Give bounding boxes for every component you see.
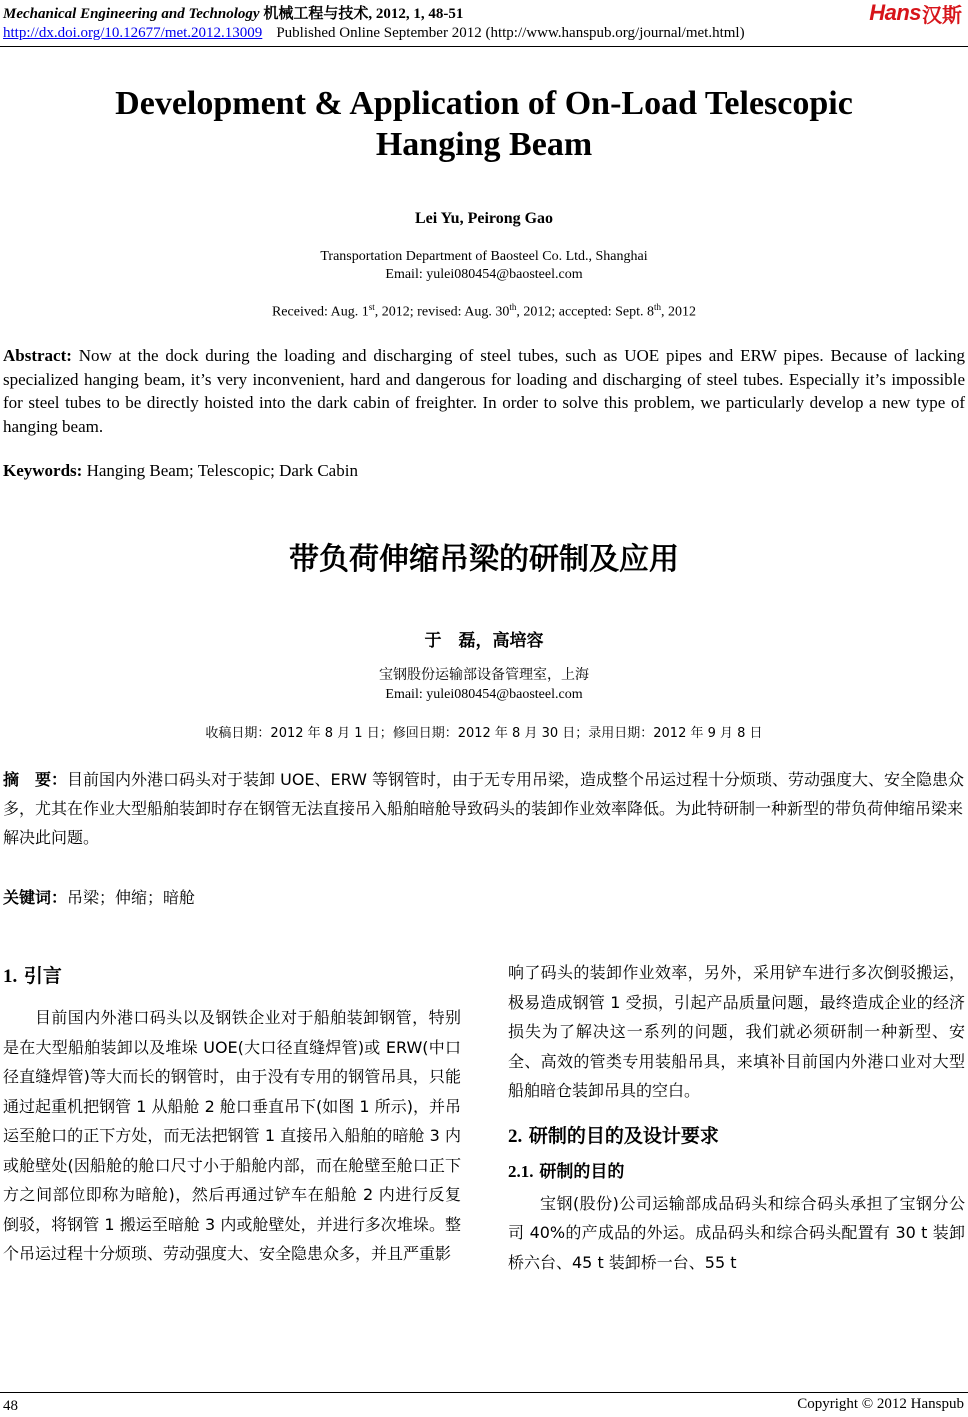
authors-cn: 于 磊，高培容: [424, 631, 544, 651]
received-dates-en: [0, 302, 968, 321]
revised-sup: th: [509, 302, 517, 312]
year-part: , 2012: [661, 304, 697, 320]
keywords-en-text: Hanging Beam; Telescopic; Dark Cabin: [86, 461, 358, 480]
published-online: Published Online September 2012 (http://www.hanspub.org/journal/met.html): [276, 25, 745, 41]
abstract-en-label: Abstract:: [3, 346, 72, 365]
keywords-en: [3, 461, 965, 481]
journal-issue: , 2012, 1, 48-51: [368, 6, 464, 22]
doi-line: [3, 25, 745, 42]
affiliation-en-text: Transportation Department of Baosteel Co. Ltd., Shanghai: [320, 249, 648, 264]
received-part: Received: Aug. 1: [271, 304, 369, 320]
paper-title-cn: 带负荷伸缩吊梁的研制及应用: [289, 542, 679, 577]
header-rule: [0, 46, 968, 47]
abstract-en-text: Now at the dock during the loading and discharging of steel tubes, such as UOE pipes and ERW pipes. Because of lacking specialized hanging beam, it’s very inconvenient, hard and dangerous for loading and discharging of steel tubes. Especially it’s impossible for steel tubes to be directly hoisted into the dark cabin of freighter. In order to solve this problem, we particularly develop a new type of hanging beam.: [3, 346, 966, 436]
received-sup: st: [368, 302, 375, 312]
abstract-cn-label: 摘 要：: [3, 770, 68, 789]
affiliation-cn: [0, 665, 968, 705]
revised-part: , 2012; revised: Aug. 30: [374, 304, 510, 320]
footer-rule: [0, 1392, 968, 1393]
section-1-continued: 响了码头的装卸作业效率，另外，采用铲车进行多次倒驳搬运，极易造成钢管 1 受损，引起产品质量问题，最终造成企业的经济损失为了解决这一系列的问题，我们就必须研制一种新型、安全、高效的管类专用装船吊具，来填补目前国内外港口业对大型船舶暗仓装卸吊具的空白。: [508, 963, 965, 1100]
page-number: 48: [3, 1398, 18, 1414]
section-1-paragraph: 目前国内外港口码头以及钢铁企业对于船舶装卸钢管，特别是在大型船舶装卸以及堆垛 UOE(大口径直缝焊管)或 ERW(中口径直缝焊管)等大而长的钢管时，由于没有专用的钢管吊具，只能通过起重机把钢管 1 从船舱 2 舱口垂直吊下(如图 1 所示)，并吊运至舱口的正下方处，而无法把钢管 1 直接吊入船舶的暗舱 3 内或舱壁处(因船舱的舱口尺寸小于船舱内部，而在舱壁至舱口正下方之间部位即称为暗舱)，然后再通过铲车在船舱 2 内进行反复倒驳，将钢管 1 搬运至暗舱 3 内或舱壁处，并进行多次堆垛。整个吊运过程十分烦琐、劳动强度大、安全隐患众多，并且严重影: [3, 1008, 461, 1263]
affiliation-cn-text: 宝钢股份运输部设备管理室，上海: [379, 667, 589, 683]
journal-header: [3, 2, 463, 23]
accepted-part: , 2012; accepted: Sept. 8: [516, 304, 654, 320]
section-2-number: 2.: [508, 1125, 523, 1147]
section-1-number: 1.: [3, 966, 18, 987]
body-left-column: [3, 958, 461, 1269]
email-en: Email: yulei080454@baosteel.com: [385, 267, 583, 282]
email-cn: Email: yulei080454@baosteel.com: [385, 687, 583, 702]
title-en-line1: Development & Application of On-Load Telescopic: [115, 85, 853, 122]
abstract-cn: [3, 765, 965, 852]
body-right-column: [508, 958, 965, 1277]
keywords-cn-text: 吊梁；伸缩；暗舱: [67, 888, 196, 907]
section-2-1-paragraph: 宝钢(股份)公司运输部成品码头和综合码头承担了宝钢分公司 40%的产成品的外运。成品码头和综合码头配置有 30 t 装卸桥六台、45 t 装卸桥一台、55 t: [508, 1193, 965, 1272]
section-2-1-title: 研制的目的: [539, 1161, 625, 1182]
logo-latin: Hans: [869, 0, 921, 25]
keywords-cn: [3, 885, 965, 908]
copyright: Copyright © 2012 Hanspub: [797, 1396, 964, 1412]
affiliation-en: [0, 248, 968, 284]
section-2-heading: [508, 1118, 965, 1155]
keywords-en-label: Keywords:: [3, 461, 83, 480]
title-en-line2: Hanging Beam: [375, 126, 593, 163]
logo-cn: 汉斯: [922, 2, 962, 27]
paper-title-en: [0, 83, 968, 165]
section-1-heading: [3, 958, 461, 995]
journal-name: Mechanical Engineering and Technology: [3, 6, 260, 22]
section-2-title: 研制的目的及设计要求: [528, 1124, 719, 1147]
abstract-en: [3, 344, 965, 438]
abstract-cn-text: 目前国内外港口码头对于装卸 UOE、ERW 等钢管时，由于无专用吊梁，造成整个吊运过程十分烦琐、劳动强度大、安全隐患众多，尤其在作业大型船舶装卸时存在钢管无法直接吊入船舶暗舱导致码头的装卸作业效率降低。为此特研制一种新型的带负荷伸缩吊梁来解决此问题。: [3, 770, 965, 847]
received-dates-cn: 收稿日期：2012 年 8 月 1 日；修回日期：2012 年 8 月 30 日；录用日期：2012 年 9 月 8 日: [205, 726, 763, 741]
authors-en: Lei Yu, Peirong Gao: [414, 210, 554, 227]
section-2-1-number: 2.1.: [508, 1161, 534, 1181]
hans-logo: [869, 0, 962, 26]
keywords-cn-label: 关键词：: [3, 888, 68, 907]
journal-name-cn: 机械工程与技术: [263, 4, 369, 22]
accepted-sup: th: [654, 302, 662, 312]
doi-link[interactable]: http://dx.doi.org/10.12677/met.2012.13009: [3, 25, 263, 41]
section-2-1-heading: [508, 1155, 965, 1189]
section-1-title: 引言: [23, 965, 62, 987]
